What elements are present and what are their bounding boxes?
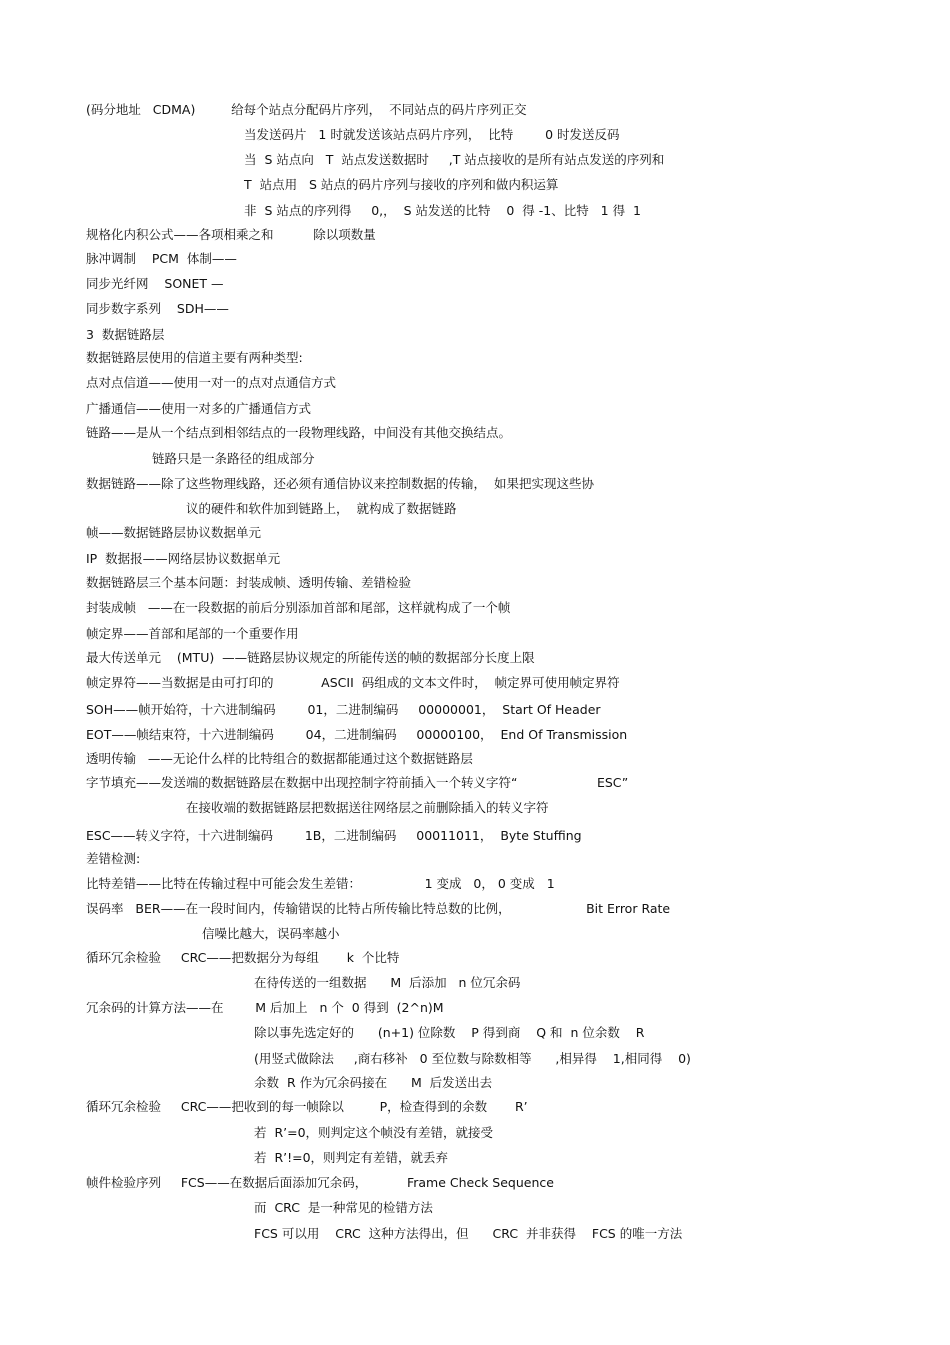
cdma-non-s-line: 非 S 站点的序列得 0,， S 站发送的比特 0 得 -1、比特 1 得 1	[244, 203, 641, 218]
cdma-inner-product-line: T 站点用 S 站点的码片序列与接收的序列和做内积运算	[244, 177, 559, 192]
r-zero-line: 若 R’=0，则判定这个帧没有差错，就接受	[254, 1125, 494, 1140]
eot-line: EOT——帧结束符，十六进制编码 04，二进制编码 00000100， End Of Transmission	[86, 727, 628, 742]
divisor-line: 除以事先选定好的 (n+1) 位除数 P 得到商 Q 和 n 位余数 R	[254, 1025, 645, 1040]
data-link-definition-line: 数据链路——除了这些物理线路，还必须有通信协议来控制数据的传输， 如果把实现这些协	[86, 476, 594, 491]
pcm-line: 脉冲调制 PCM 体制——	[86, 251, 237, 266]
crc-group-line: 循环冗余检验 CRC——把数据分为每组 k 个比特	[86, 950, 400, 965]
frame-definition-line: 帧——数据链路层协议数据单元	[86, 525, 262, 540]
transparent-transmission-line: 透明传输 ——无论什么样的比特组合的数据都能通过这个数据链路层	[86, 751, 473, 766]
remainder-line: 余数 R 作为冗余码接在 M 后发送出去	[254, 1075, 493, 1090]
fcs-line: 帧件检验序列 FCS——在数据后面添加冗余码， Frame Check Sequence	[86, 1175, 554, 1190]
sdh-line: 同步数字系列 SDH——	[86, 301, 229, 316]
framing-line: 封装成帧 ——在一段数据的前后分别添加首部和尾部，这样就构成了一个帧	[86, 600, 511, 615]
crc-method-line: 而 CRC 是一种常见的检错方法	[254, 1200, 433, 1215]
cdma-definition-line: (码分地址 CDMA) 给每个站点分配码片序列， 不同站点的码片序列正交	[86, 102, 527, 117]
fcs-crc-line: FCS 可以用 CRC 这种方法得出，但 CRC 并非获得 FCS 的唯一方法	[254, 1226, 683, 1241]
esc-line: ESC——转义字符，十六进制编码 1B，二进制编码 00011011， Byte Stuffing	[86, 828, 582, 843]
frame-delimiter-line: 帧定界符——当数据是由可打印的 ASCII 码组成的文本文件时， 帧定界可使用帧定界符	[86, 675, 620, 690]
link-definition-line: 链路——是从一个结点到相邻结点的一段物理线路，中间没有其他交换结点。	[86, 425, 512, 440]
crc-append-line: 在待传送的一组数据 M 后添加 n 位冗余码	[254, 975, 521, 990]
byte-stuffing-line: 字节填充——发送端的数据链路层在数据中出现控制字符前插入一个转义字符“ ESC”	[86, 775, 629, 790]
cdma-s-to-t-line: 当 S 站点向 T 站点发送数据时 ,T 站点接收的是所有站点发送的序列和	[244, 152, 665, 167]
broadcast-line: 广播通信——使用一对多的广播通信方式	[86, 401, 312, 416]
sonet-line: 同步光纤网 SONET —	[86, 276, 224, 291]
redundancy-calc-line: 冗余码的计算方法——在 M 后加上 n 个 0 得到 (2^n)M	[86, 1000, 444, 1015]
soh-line: SOH——帧开始符，十六进制编码 01，二进制编码 00000001， Start Of Header	[86, 702, 601, 717]
ip-datagram-line: IP 数据报——网络层协议数据单元	[86, 551, 281, 566]
three-problems-line: 数据链路层三个基本问题：封装成帧、透明传输、差错检验	[86, 575, 412, 590]
section-heading-data-link-layer: 3 数据链路层	[86, 327, 165, 342]
crc-check-line: 循环冗余检验 CRC——把收到的每一帧除以 P，检查得到的余数 R’	[86, 1099, 528, 1114]
cdma-send-chip-line: 当发送码片 1 时就发送该站点码片序列， 比特 0 时发送反码	[244, 127, 620, 142]
snr-line: 信噪比越大，误码率越小	[202, 926, 340, 941]
data-link-continuation-line: 议的硬件和软件加到链路上， 就构成了数据链路	[186, 501, 457, 516]
normalized-inner-product-line: 规格化内积公式——各项相乘之和 除以项数量	[86, 227, 376, 242]
r-nonzero-line: 若 R’!=0，则判定有差错，就丢弃	[254, 1150, 449, 1165]
link-part-line: 链路只是一条路径的组成部分	[152, 451, 315, 466]
frame-delimit-line: 帧定界——首部和尾部的一个重要作用	[86, 626, 299, 641]
ber-line: 误码率 BER——在一段时间内，传输错误的比特占所传输比特总数的比例， Bit Error Rate	[86, 901, 671, 916]
channel-types-line: 数据链路层使用的信道主要有两种类型:	[86, 350, 303, 365]
mtu-line: 最大传送单元 (MTU) ——链路层协议规定的所能传送的帧的数据部分长度上限	[86, 650, 535, 665]
long-division-line: (用竖式做除法 ,商右移补 0 至位数与除数相等 ,相异得 1,相同得 0)	[254, 1051, 691, 1066]
byte-stuffing-continuation-line: 在接收端的数据链路层把数据送往网络层之前删除插入的转义字符	[186, 800, 549, 815]
error-detection-heading: 差错检测:	[86, 851, 141, 866]
bit-error-line: 比特差错——比特在传输过程中可能会发生差错： 1 变成 0， 0 变成 1	[86, 876, 555, 891]
point-to-point-line: 点对点信道——使用一对一的点对点通信方式	[86, 375, 337, 390]
